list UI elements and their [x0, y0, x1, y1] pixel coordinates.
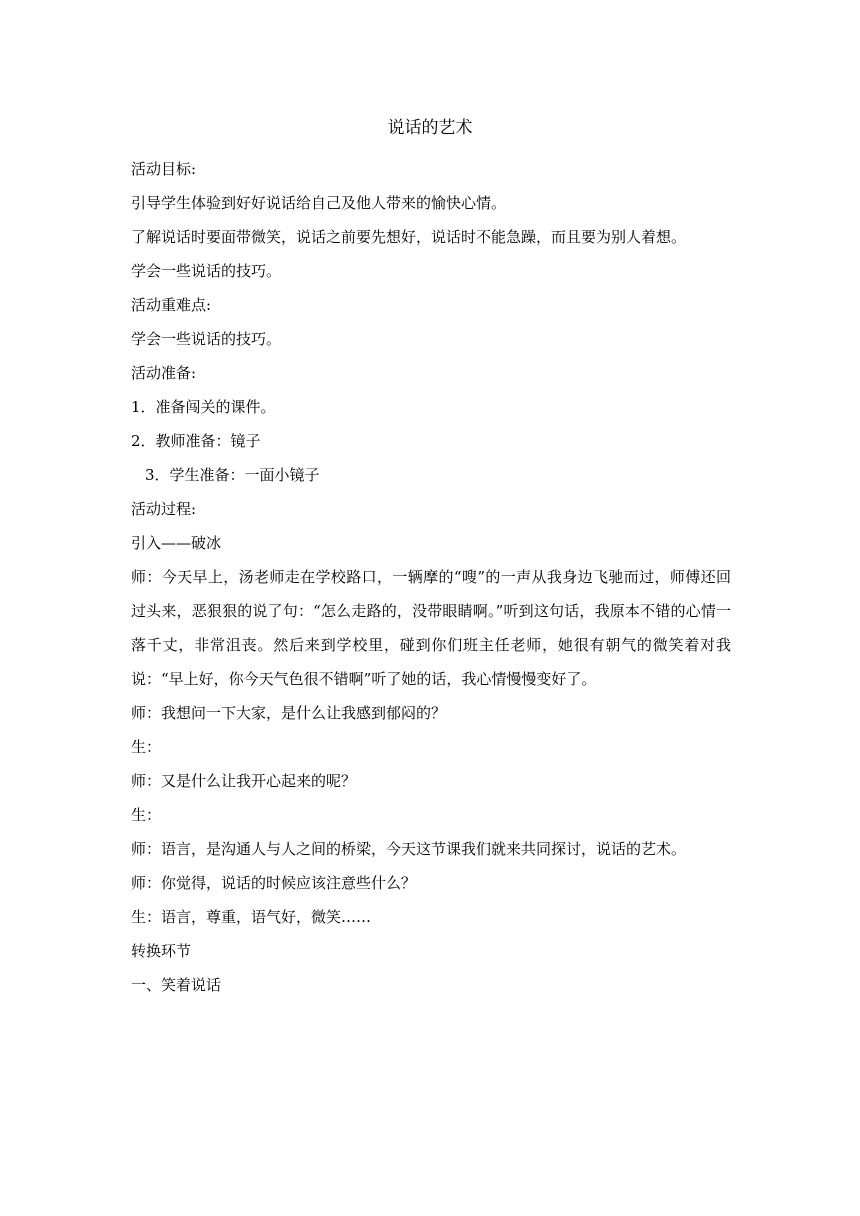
paragraph: 师：我想问一下大家，是什么让我感到郁闷的？ — [131, 704, 447, 722]
paragraph: 活动目标: — [131, 160, 197, 178]
paragraph: 学会一些说话的技巧。 — [131, 330, 282, 348]
paragraph: 活动过程: — [131, 500, 197, 518]
paragraph: 师：你觉得，说话的时候应该注意些什么？ — [131, 874, 417, 892]
paragraph: 生： — [131, 806, 162, 824]
paragraph: 师：语言，是沟通人与人之间的桥梁，今天这节课我们就来共同探讨，说话的艺术。 — [131, 840, 687, 858]
paragraph: 转换环节 — [131, 942, 192, 960]
paragraph: 学会一些说话的技巧。 — [131, 262, 282, 280]
paragraph: 师：又是什么让我开心起来的呢？ — [131, 772, 357, 790]
paragraph: 活动重难点: — [131, 296, 212, 314]
paragraph: 生：语言，尊重，语气好，微笑…… — [131, 908, 372, 926]
paragraph: 引入——破冰 — [131, 534, 222, 552]
document-title: 说话的艺术 — [387, 118, 473, 138]
paragraph: 生： — [131, 738, 162, 756]
paragraph: 引导学生体验到好好说话给自己及他人带来的愉快心情。 — [131, 194, 507, 212]
paragraph: 一、笑着说话 — [131, 976, 222, 994]
paragraph: 师：今天早上，汤老师走在学校路口，一辆摩的“嗖”的一声从我身边飞驰而过，师傅还回过头来，恶狠狠的说了句：“怎么走路的，没带眼睛啊。”听到这句话，我原本不错的心情一落千丈，非常沮丧。然后来到学校里，碰到你们班主任老师，她很有朝气的微笑着对我说：“早上好，你今天气色很不错啊”听了她的话，我心情慢慢变好了。 — [131, 568, 731, 688]
paragraph: 活动准备: — [131, 364, 197, 382]
list-item: 1．准备闯关的课件。 — [131, 398, 276, 416]
list-item: 2．教师准备：镜子 — [131, 432, 261, 450]
list-item: 3．学生准备：一面小镜子 — [145, 466, 320, 484]
paragraph: 了解说话时要面带微笑，说话之前要先想好，说话时不能急躁，而且要为别人着想。 — [131, 228, 687, 246]
document-body — [131, 152, 731, 1002]
